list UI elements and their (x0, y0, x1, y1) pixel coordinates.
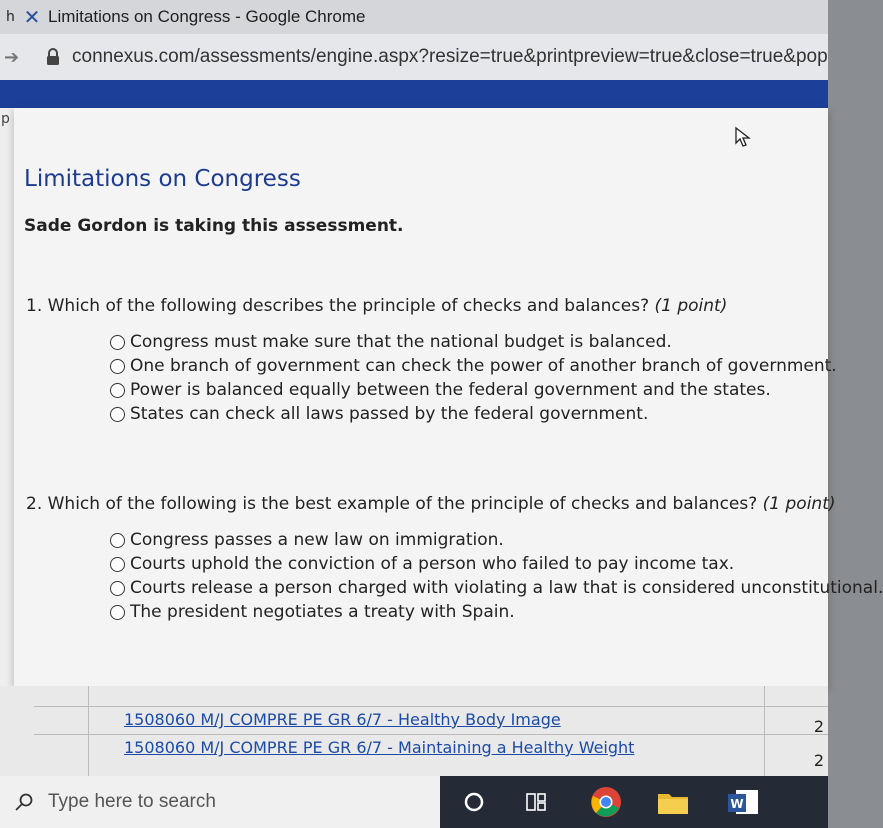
cortana-icon[interactable] (462, 790, 486, 814)
assessment-title: Limitations on Congress (24, 166, 301, 192)
radio-button[interactable] (110, 557, 125, 572)
radio-button[interactable] (110, 383, 125, 398)
search-icon (14, 792, 34, 812)
q1-option-a[interactable] (110, 330, 837, 354)
svg-text:W: W (730, 797, 744, 811)
task-view-icon[interactable] (524, 790, 548, 814)
option-label: Courts uphold the conviction of a person who failed to pay income tax. (130, 554, 735, 574)
option-label: Courts release a person charged with violating a law that is considered unconstitutional. (130, 578, 883, 598)
connexus-logo-icon: ✕ (23, 5, 41, 29)
window-title: Limitations on Congress - Google Chrome (48, 7, 366, 26)
option-label: States can check all laws passed by the federal government. (130, 404, 649, 424)
q2-option-c[interactable] (110, 576, 883, 600)
taskbar-search[interactable] (0, 776, 440, 828)
taskbar (0, 776, 828, 828)
question-2 (26, 494, 836, 514)
background-course-table (0, 686, 828, 776)
radio-button[interactable] (110, 359, 125, 374)
course-link[interactable]: 1508060 M/J COMPRE PE GR 6/7 - Healthy Body Image (124, 710, 561, 729)
tab-stub[interactable]: h (6, 9, 15, 25)
background-letter: p (1, 111, 10, 127)
q2-option-a[interactable] (110, 528, 883, 552)
taking-assessment-notice: Sade Gordon is taking this assessment. (24, 216, 404, 236)
q1-option-b[interactable] (110, 354, 837, 378)
radio-button[interactable] (110, 335, 125, 350)
q1-option-c[interactable] (110, 378, 837, 402)
back-arrow-icon[interactable]: ➔ (4, 46, 20, 68)
site-header-band (0, 80, 828, 108)
question-1-options (110, 330, 837, 426)
question-1-points: (1 point) (654, 296, 728, 316)
question-2-text: 2. Which of the following is the best example of the principle of checks and balances? (26, 494, 758, 514)
background-page-edge (0, 108, 14, 688)
question-2-points: (1 point) (762, 494, 836, 514)
radio-button[interactable] (110, 581, 125, 596)
course-link[interactable]: 1508060 M/J COMPRE PE GR 6/7 - Maintaining a Healthy Weight (124, 738, 635, 757)
option-label: Congress must make sure that the national budget is balanced. (130, 332, 672, 352)
radio-button[interactable] (110, 533, 125, 548)
question-2-options (110, 528, 883, 624)
file-explorer-icon[interactable] (656, 788, 690, 816)
row-count: 2 (813, 751, 824, 770)
mouse-cursor-icon (734, 126, 752, 148)
radio-button[interactable] (110, 407, 125, 422)
option-label: Congress passes a new law on immigration. (130, 530, 504, 550)
question-1 (26, 296, 727, 316)
assessment-panel (14, 108, 883, 686)
q2-option-d[interactable] (110, 600, 883, 624)
lock-icon[interactable] (42, 46, 64, 68)
table-row (34, 706, 828, 734)
radio-button[interactable] (110, 605, 125, 620)
chrome-icon[interactable] (590, 786, 622, 818)
url-field[interactable]: connexus.com/assessments/engine.aspx?resize=true&printpreview=true&close=true&pop (72, 46, 828, 67)
browser-title-bar (0, 0, 828, 34)
q2-option-b[interactable] (110, 552, 883, 576)
option-label: The president negotiates a treaty with Spain. (130, 602, 515, 622)
search-placeholder: Type here to search (48, 791, 216, 812)
q1-option-d[interactable] (110, 402, 837, 426)
table-row (34, 734, 828, 770)
word-icon[interactable] (726, 788, 760, 816)
option-label: One branch of government can check the power of another branch of government. (130, 356, 837, 376)
address-bar (0, 34, 828, 80)
option-label: Power is balanced equally between the federal government and the states. (130, 380, 771, 400)
question-1-text: 1. Which of the following describes the principle of checks and balances? (26, 296, 650, 316)
row-count: 2 (813, 717, 824, 736)
